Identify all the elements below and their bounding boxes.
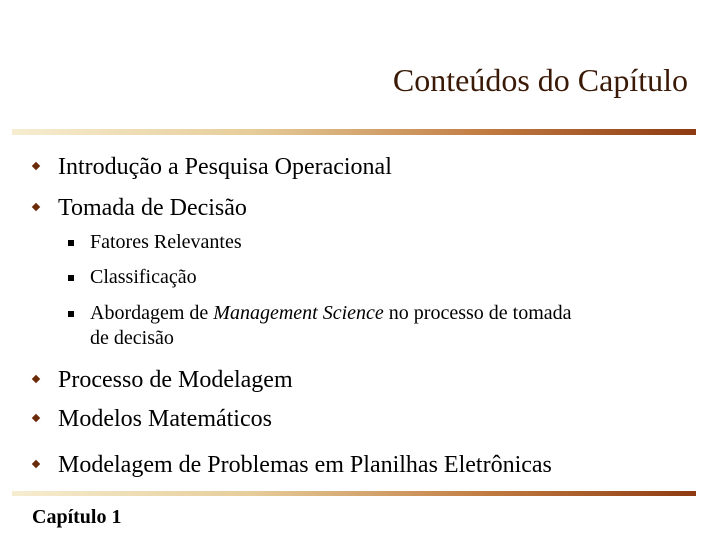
bullet-text: Modelagem de Problemas em Planilhas Eletrônicas (58, 452, 552, 478)
bullet-item (58, 405, 272, 433)
sub-bullet-text-prefix: Abordagem de (90, 302, 214, 324)
bullet-item (58, 194, 247, 222)
square-bullet-icon (68, 311, 74, 317)
sub-bullet-item (90, 265, 690, 290)
bullet-item (58, 153, 392, 181)
bullet-item (58, 451, 552, 479)
diamond-bullet-icon (32, 162, 40, 170)
diamond-bullet-icon (32, 203, 40, 211)
sub-bullet-item (90, 301, 690, 351)
slide-title: Conteúdos do Capítulo (392, 62, 688, 98)
sub-bullet-text: Fatores Relevantes (90, 231, 242, 253)
sub-bullet-text: Classificação (90, 266, 197, 288)
bullet-text: Tomada de Decisão (58, 195, 247, 221)
footer-chapter: Capítulo 1 (32, 506, 122, 528)
bullet-text: Processo de Modelagem (58, 367, 293, 393)
sub-bullet-text-line2: de decisão (90, 327, 174, 349)
bullet-item (58, 366, 293, 394)
sub-bullet-text-italic: Management Science (213, 302, 384, 324)
square-bullet-icon (68, 275, 74, 281)
sub-bullet-item (90, 230, 690, 255)
diamond-bullet-icon (32, 375, 40, 383)
bullet-text: Introdução a Pesquisa Operacional (58, 154, 392, 180)
diamond-bullet-icon (32, 414, 40, 422)
bullet-text: Modelos Matemáticos (58, 406, 272, 432)
square-bullet-icon (68, 240, 74, 246)
sub-bullet-text-suffix: no processo de tomada (383, 302, 572, 324)
diamond-bullet-icon (32, 460, 40, 468)
title-divider (12, 129, 696, 135)
footer-divider (12, 491, 696, 496)
